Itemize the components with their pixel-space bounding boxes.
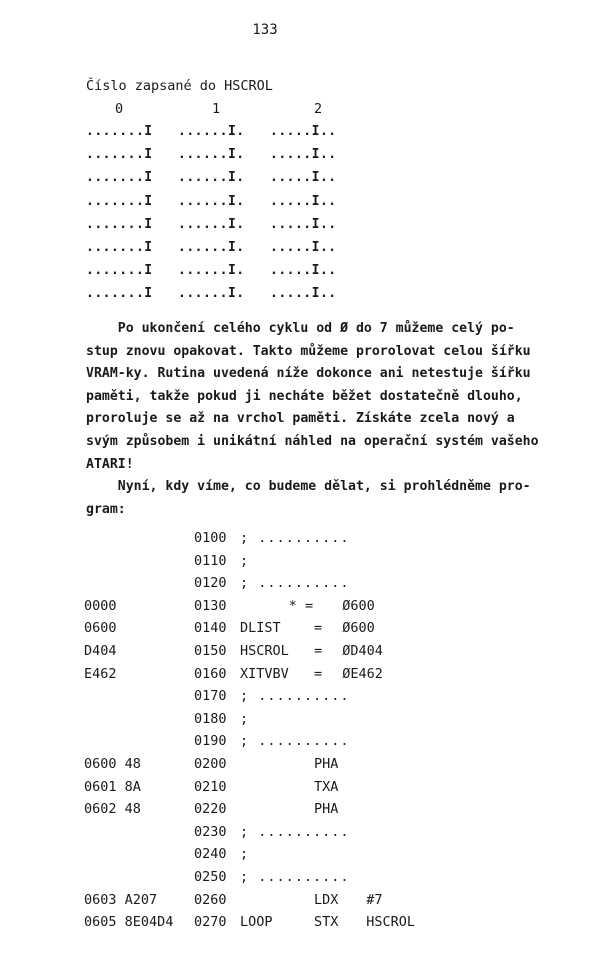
scroll-cell: ......I. xyxy=(178,216,245,232)
listing-label: ; .......... xyxy=(240,733,350,750)
listing-label: ; .......... xyxy=(240,530,350,546)
scroll-row xyxy=(86,240,386,263)
listing-opcode: PHA xyxy=(314,801,339,818)
listing-line-number: 0110 xyxy=(194,552,227,569)
listing-line-number: 0200 xyxy=(194,756,227,772)
listing-row xyxy=(0,756,600,778)
page-number: 133 xyxy=(252,22,278,38)
listing-line-number: 0180 xyxy=(194,710,227,727)
scroll-cell: .....I.. xyxy=(270,124,337,139)
listing-opcode: = xyxy=(314,665,323,682)
text-line: gram: xyxy=(86,501,126,517)
listing-address: 0605 8E04D4 xyxy=(84,914,174,931)
scroll-cell: .......I xyxy=(86,216,153,232)
scroll-cell: .......I xyxy=(86,124,153,139)
listing-row xyxy=(0,733,600,755)
listing-label: ; xyxy=(240,552,250,569)
scroll-row xyxy=(86,170,386,193)
listing-opcode: PHA xyxy=(314,756,339,772)
listing-row xyxy=(0,530,600,552)
scroll-cell: .......I xyxy=(86,263,153,279)
scroll-cell: ......I. xyxy=(178,170,245,186)
listing-address: D404 xyxy=(84,643,117,659)
scroll-cell: ......I. xyxy=(178,239,245,255)
scroll-cell: .....I.. xyxy=(270,286,337,302)
listing-label: ; .......... xyxy=(240,688,350,705)
listing-row xyxy=(0,688,600,710)
scroll-cell: ......I. xyxy=(178,263,245,279)
text-line: paměti, takže pokud ji necháte běžet dostatečně dlouho, xyxy=(86,388,523,404)
scroll-cell: ......I. xyxy=(178,124,245,139)
listing-row xyxy=(0,846,600,868)
scroll-cell: .......I xyxy=(86,170,153,186)
scroll-cell: .....I.. xyxy=(270,147,337,163)
listing-line-number: 0250 xyxy=(194,869,227,885)
listing-opcode: = xyxy=(314,620,323,637)
scroll-cell: ......I. xyxy=(178,286,245,302)
listing-operand: ØE462 xyxy=(326,665,383,682)
listing-operand: ØD404 xyxy=(326,643,383,659)
listing-address: 0600 xyxy=(84,620,117,637)
listing-line-number: 0190 xyxy=(194,733,227,750)
listing-address: 0000 xyxy=(84,597,117,614)
listing-row xyxy=(0,575,600,597)
listing-address: 0602 48 xyxy=(84,801,141,818)
listing-row xyxy=(0,620,600,642)
listing-address: 0601 8A xyxy=(84,778,141,795)
scroll-cell: .......I xyxy=(86,286,153,302)
listing-line-number: 0130 xyxy=(194,597,227,614)
table-caption: Číslo zapsané do HSCROL xyxy=(86,78,273,94)
scroll-cell: .....I.. xyxy=(270,263,337,279)
listing-opcode: = xyxy=(314,643,323,659)
paragraph-2 xyxy=(86,476,576,521)
scroll-cell: ......I. xyxy=(178,147,245,163)
listing-address: 0603 A207 xyxy=(84,891,158,908)
listing-line-number: 0120 xyxy=(194,575,227,592)
listing-label: ; xyxy=(240,846,250,863)
paragraph-1 xyxy=(86,318,576,476)
text-line: VRAM-ky. Rutina uvedená níže dokonce ani netestuje šířku xyxy=(86,366,531,382)
listing-line-number: 0260 xyxy=(194,891,227,908)
listing-operand: HSCROL xyxy=(350,914,416,931)
scroll-cell: .....I.. xyxy=(270,216,337,232)
text-line: svým způsobem i unikátní náhled na operační systém vašeho xyxy=(86,433,539,449)
listing-row xyxy=(0,892,600,914)
scroll-row xyxy=(86,124,386,147)
listing-opcode: LDX xyxy=(314,891,339,908)
listing-operand: Ø600 xyxy=(326,597,375,614)
listing-row xyxy=(0,643,600,665)
listing-opcode: TXA xyxy=(314,778,339,795)
listing-row xyxy=(0,801,600,823)
listing-line-number: 0140 xyxy=(194,620,227,637)
listing-row xyxy=(0,711,600,733)
scroll-cell: .......I xyxy=(86,147,153,163)
listing-address: E462 xyxy=(84,665,117,682)
listing-line-number: 0240 xyxy=(194,846,227,863)
listing-row xyxy=(0,666,600,688)
column-header-0: 0 xyxy=(115,101,124,117)
listing-line-number: 0270 xyxy=(194,914,227,931)
listing-row xyxy=(0,779,600,801)
listing-line-number: 0220 xyxy=(194,801,227,818)
listing-line-number: 0150 xyxy=(194,643,227,659)
listing-line-number: 0100 xyxy=(194,530,227,546)
scroll-cell: ......I. xyxy=(178,193,245,209)
listing-line-number: 0170 xyxy=(194,688,227,705)
listing-operand: #7 xyxy=(350,891,383,908)
text-line: ATARI! xyxy=(86,456,134,472)
listing-label: ; .......... xyxy=(240,823,350,840)
listing-label: * = xyxy=(240,597,314,614)
listing-row xyxy=(0,824,600,846)
listing-label: ; .......... xyxy=(240,869,350,885)
column-header-1: 1 xyxy=(212,101,221,117)
listing-row xyxy=(0,869,600,891)
text-line: stup znovu opakovat. Takto můžeme prorolovat celou šířku xyxy=(86,343,531,359)
listing-row xyxy=(0,914,600,936)
listing-label: DLIST xyxy=(240,620,281,637)
scroll-row xyxy=(86,217,386,240)
listing-line-number: 0210 xyxy=(194,778,227,795)
text-line: Nyní, kdy víme, co budeme dělat, si prohlédněme pro- xyxy=(86,479,531,494)
listing-row xyxy=(0,553,600,575)
listing-label: LOOP xyxy=(240,914,273,931)
text-line: proroluje se až na vrchol paměti. Získáte zcela nový a xyxy=(86,411,515,427)
scroll-cell: .....I.. xyxy=(270,239,337,255)
listing-address: 0600 48 xyxy=(84,756,141,772)
scroll-cell: .......I xyxy=(86,239,153,255)
listing-operand: Ø600 xyxy=(326,620,375,637)
listing-row xyxy=(0,598,600,620)
scroll-cell: .....I.. xyxy=(270,193,337,209)
listing-label: XITVBV xyxy=(240,665,289,682)
text-line: Po ukončení celého cyklu od Ø do 7 můžeme celý po- xyxy=(86,321,515,336)
scroll-row xyxy=(86,263,386,286)
scroll-row xyxy=(86,286,386,309)
listing-line-number: 0230 xyxy=(194,823,227,840)
listing-label: HSCROL xyxy=(240,643,289,659)
scroll-cell: .......I xyxy=(86,193,153,209)
listing-opcode: STX xyxy=(314,914,339,931)
column-header-2: 2 xyxy=(314,101,323,117)
listing-label: ; .......... xyxy=(240,575,350,592)
scroll-row xyxy=(86,147,386,170)
scroll-row xyxy=(86,194,386,217)
listing-line-number: 0160 xyxy=(194,665,227,682)
scroll-cell: .....I.. xyxy=(270,170,337,186)
scroll-position-table xyxy=(86,124,386,310)
listing-label: ; xyxy=(240,710,250,727)
